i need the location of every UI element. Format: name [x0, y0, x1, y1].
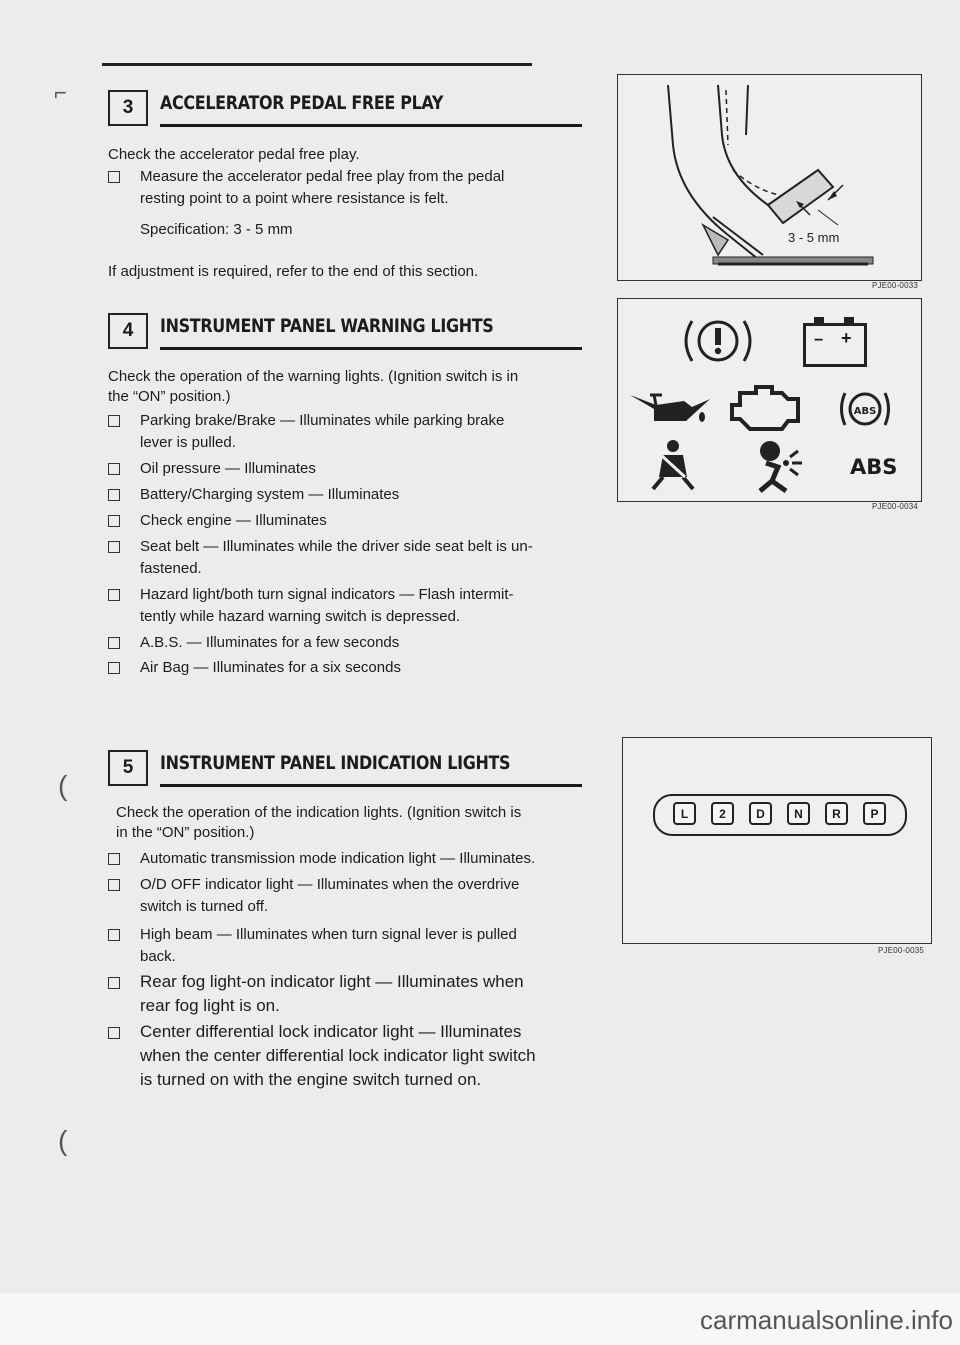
item-line: switch is turned off.	[140, 898, 269, 915]
check-engine-icon	[726, 379, 806, 435]
section-title: INSTRUMENT PANEL WARNING LIGHTS	[160, 315, 494, 337]
top-rule	[102, 63, 532, 66]
seat-belt-icon	[643, 437, 703, 495]
specification: Specification: 3 - 5 mm	[140, 221, 293, 238]
checkbox-icon	[108, 662, 120, 674]
abs-circle-text: ABS	[853, 406, 877, 417]
checkbox-icon	[108, 853, 120, 865]
checkbox-icon	[108, 541, 120, 553]
gear-r-icon: R	[825, 802, 848, 825]
item-line: back.	[140, 948, 176, 965]
item-line: resting point to a point where resistance is felt.	[140, 190, 449, 207]
item-line: Parking brake/Brake — Illuminates while parking brake	[140, 412, 505, 429]
figure-code: PJE00-0034	[872, 502, 919, 511]
checkbox-icon	[108, 1027, 120, 1039]
pedal-diagram	[618, 75, 921, 280]
item-line: rear fog light is on.	[140, 996, 280, 1015]
item-line: fastened.	[140, 560, 202, 577]
battery-plus-label: +	[841, 328, 852, 348]
abs-label: ABS	[850, 455, 898, 479]
figure-code: PJE00-0035	[878, 946, 925, 955]
item-line: when the center differential lock indicator light switch	[140, 1046, 536, 1065]
item-line: Air Bag — Illuminates for a six seconds	[140, 659, 401, 676]
battery-icon	[803, 323, 867, 367]
gear-d-icon: D	[749, 802, 772, 825]
section-rule	[160, 347, 582, 350]
item-line: lever is pulled.	[140, 434, 236, 451]
section-intro	[108, 367, 518, 407]
item-line: Center differential lock indicator light — Illuminates	[140, 1022, 522, 1041]
item-line: Hazard light/both turn signal indicators — Flash intermit-	[140, 586, 514, 603]
section-title: ACCELERATOR PEDAL FREE PLAY	[160, 92, 444, 114]
item-line: Rear fog light-on indicator light — Illuminates when	[140, 972, 524, 991]
checkbox-icon	[108, 171, 120, 183]
section-rule	[160, 784, 582, 787]
section-number: 4	[108, 313, 148, 349]
section-intro: Check the accelerator pedal free play.	[108, 146, 360, 163]
battery-minus-label: −	[814, 332, 824, 349]
checkbox-icon	[108, 879, 120, 891]
item-line: Oil pressure — Illuminates	[140, 460, 316, 477]
item-line: High beam — Illuminates when turn signal lever is pulled	[140, 926, 517, 943]
margin-mark: (	[58, 770, 68, 801]
free-play-label: 3 - 5 mm	[788, 230, 840, 245]
item-line: tently while hazard warning switch is depressed.	[140, 608, 461, 625]
item-line: O/D OFF indicator light — Illuminates when the overdrive	[140, 876, 520, 893]
section-number: 3	[108, 90, 148, 126]
checkbox-icon	[108, 637, 120, 649]
checkbox-icon	[108, 463, 120, 475]
checkbox-icon	[108, 929, 120, 941]
item-line: Check engine — Illuminates	[140, 512, 327, 529]
checkbox-icon	[108, 415, 120, 427]
air-bag-icon	[746, 437, 810, 495]
margin-mark: ⌐	[54, 80, 67, 105]
pedal-free-play-figure	[617, 74, 922, 281]
warning-lights-figure	[617, 298, 922, 502]
intro-line: Check the operation of the indication lights. (Ignition switch is	[116, 804, 522, 821]
gear-p-icon: P	[863, 802, 886, 825]
intro-line: Check the operation of the warning lights. (Ignition switch is in	[108, 368, 519, 385]
item-line: A.B.S. — Illuminates for a few seconds	[140, 634, 400, 651]
checkbox-icon	[108, 515, 120, 527]
section-intro	[116, 803, 521, 843]
abs-circle-icon	[840, 387, 890, 431]
oil-pressure-icon	[626, 387, 714, 427]
margin-mark: (	[58, 1125, 68, 1156]
figure-code: PJE00-0033	[872, 281, 919, 290]
item-line: Battery/Charging system — Illuminates	[140, 486, 400, 503]
section-number: 5	[108, 750, 148, 786]
watermark: carmanualsonline.info	[700, 1305, 953, 1335]
indication-lights-figure	[622, 737, 932, 944]
section-rule	[160, 124, 582, 127]
gear-n-icon: N	[787, 802, 810, 825]
brake-warning-icon	[678, 313, 758, 369]
checkbox-icon	[108, 489, 120, 501]
item-line: Automatic transmission mode indication light — Illuminates.	[140, 850, 536, 867]
intro-line: the “ON” position.)	[108, 388, 231, 405]
section-title: INSTRUMENT PANEL INDICATION LIGHTS	[160, 752, 511, 774]
adjustment-note: If adjustment is required, refer to the end of this section.	[108, 263, 479, 280]
gear-l-icon: L	[673, 802, 696, 825]
intro-line: in the “ON” position.)	[116, 824, 255, 841]
item-line: Seat belt — Illuminates while the driver side seat belt is un-	[140, 538, 533, 555]
checkbox-icon	[108, 977, 120, 989]
gear-2-icon: 2	[711, 802, 734, 825]
item-line: Measure the accelerator pedal free play from the pedal	[140, 168, 505, 185]
item-line: is turned on with the engine switch turned on.	[140, 1070, 482, 1089]
checkbox-icon	[108, 589, 120, 601]
